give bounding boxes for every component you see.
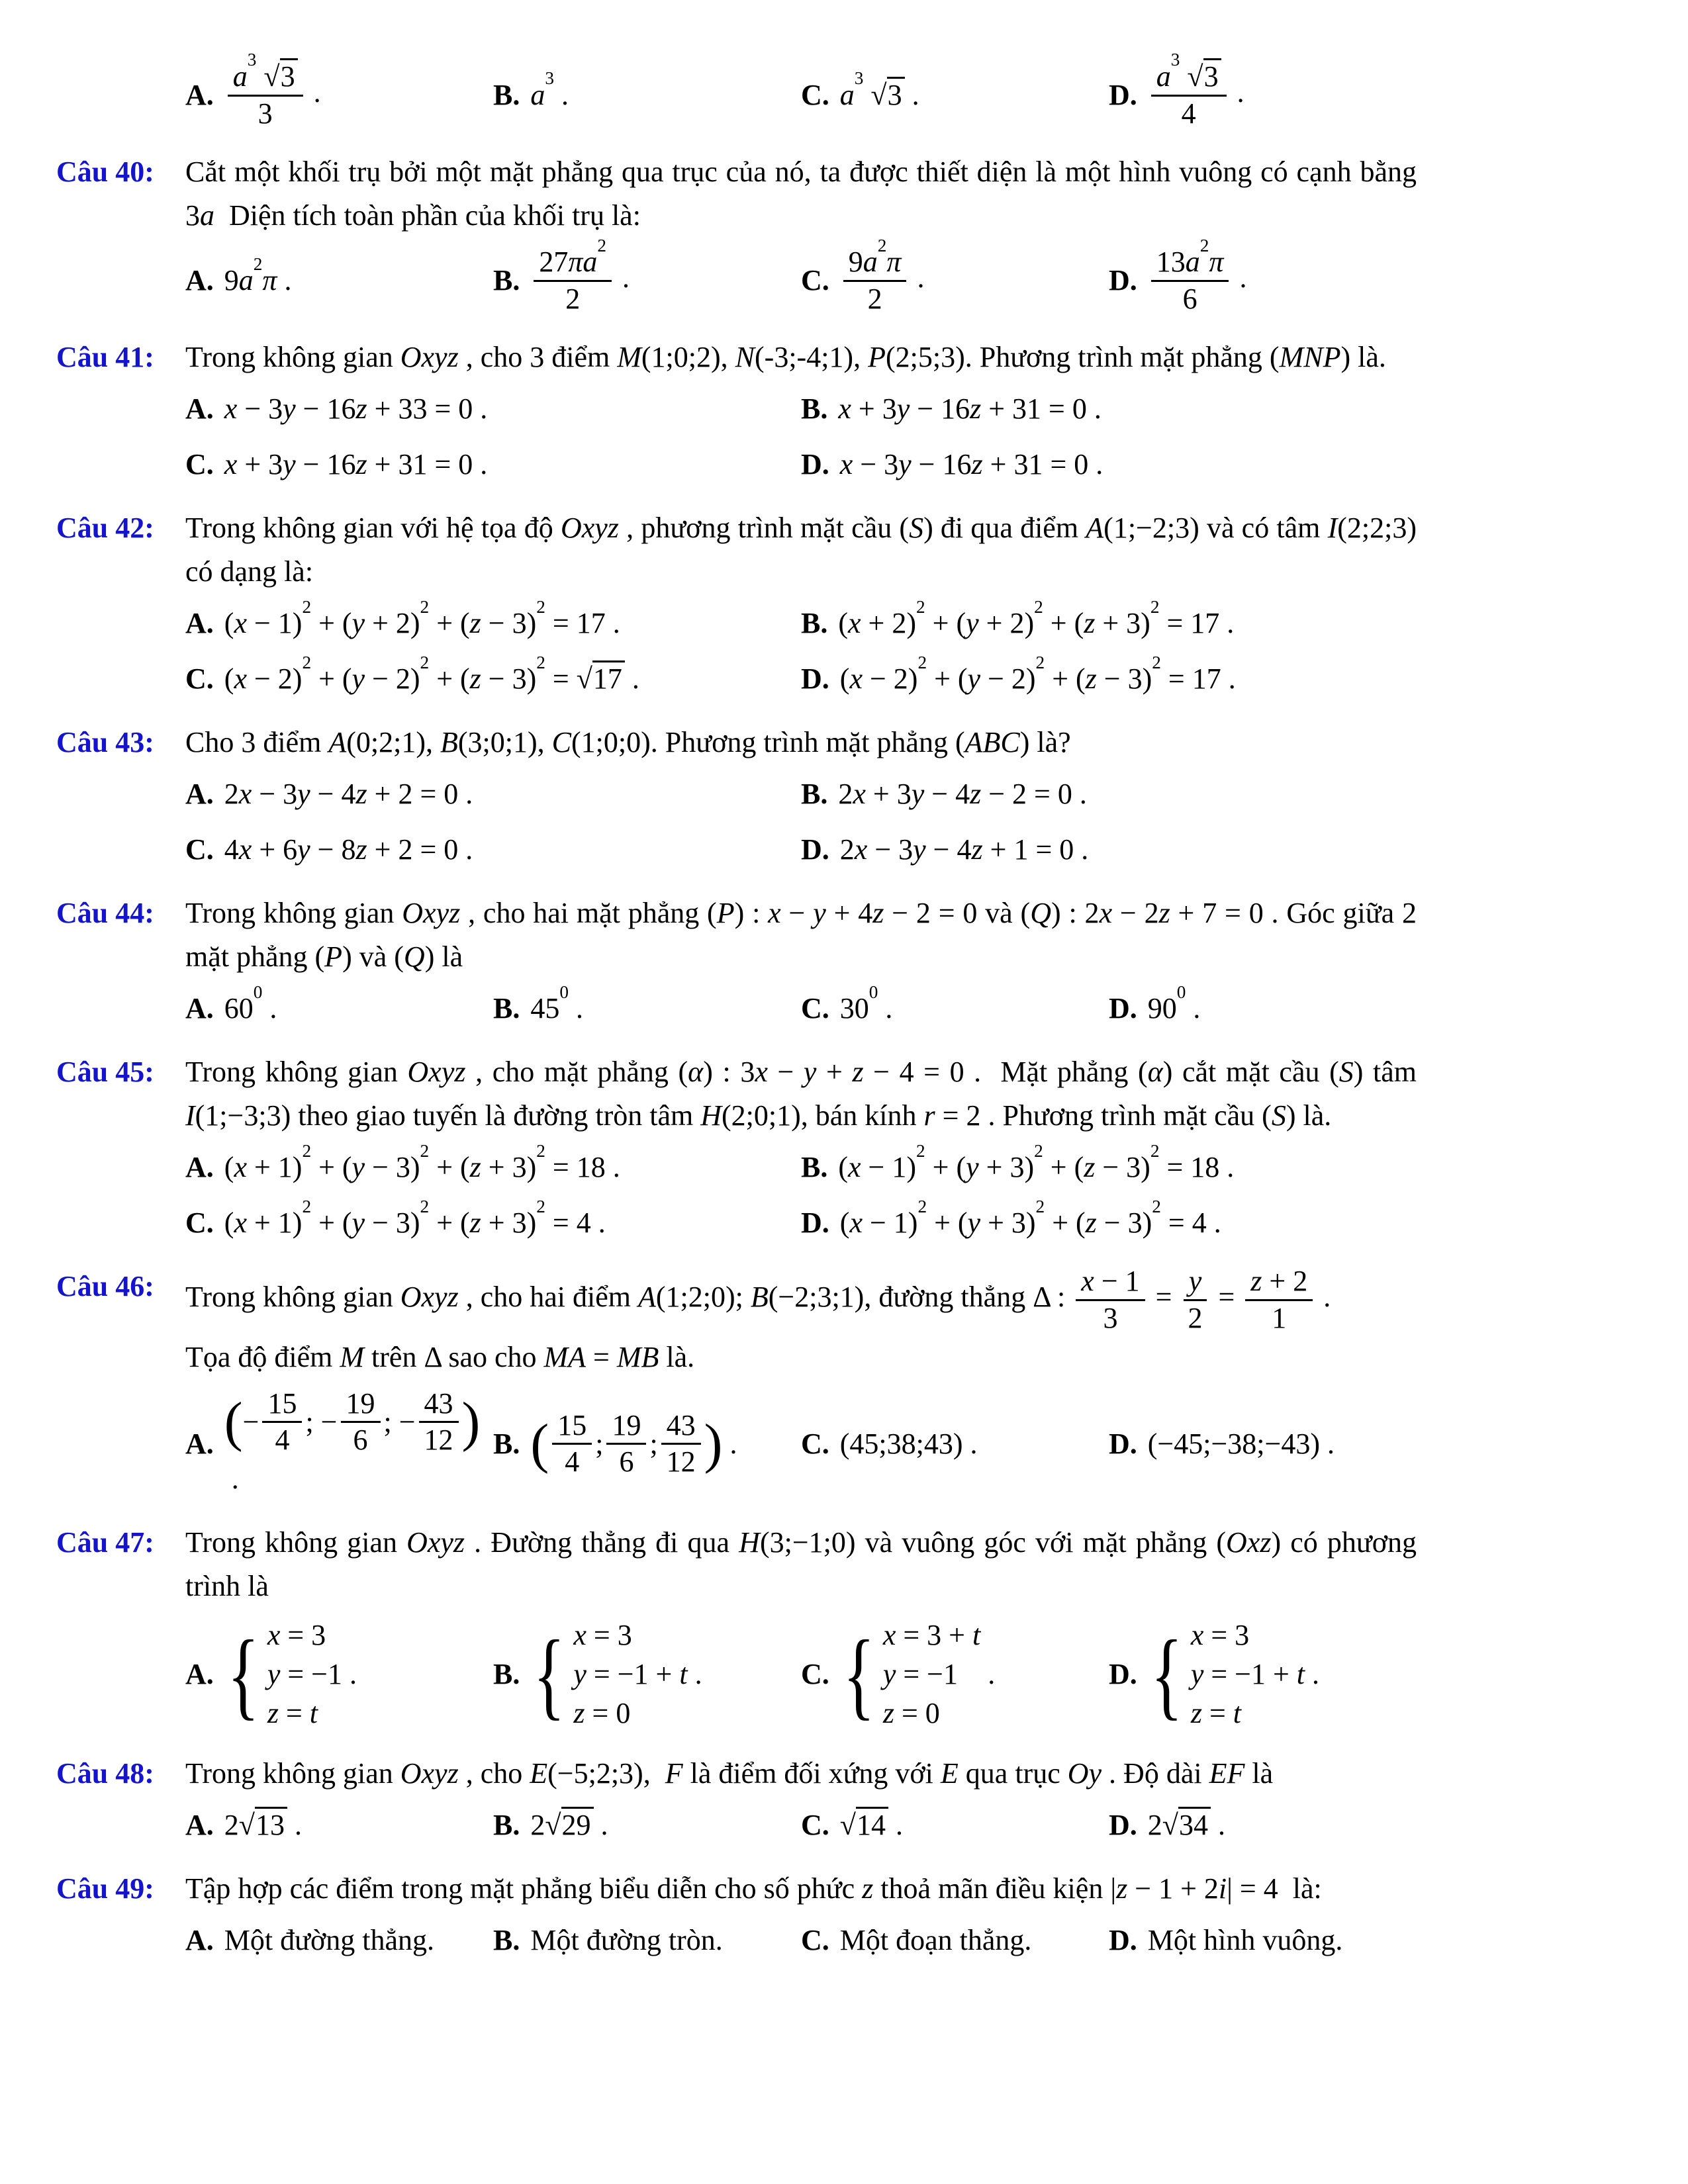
option-content: x + 3y − 16z + 31 = 0 . — [838, 392, 1102, 426]
options-row — [185, 1385, 1417, 1504]
option-content: $(x - 2)^2 + (y - 2)^2 + (z - 3)^2 = 17$ . — [839, 652, 1236, 696]
option-c — [185, 825, 801, 874]
option-letter: D. — [1109, 1924, 1137, 1957]
option-content: 2x − 3y − 4z + 2 = 0 . — [224, 778, 473, 811]
option-content: { x = 3 y = −1 + t z = t . — [1150, 1618, 1320, 1730]
option-letter: A. — [185, 79, 214, 112]
option-content: $\frac{27\pi a^2}{2}$ . — [530, 246, 630, 316]
option-letter: A. — [185, 1151, 214, 1184]
option-a — [185, 1140, 801, 1192]
option-letter: D. — [1109, 1427, 1137, 1460]
question-stem: Trong không gian với hệ tọa độ Oxyz , phương trình mặt cầu (S) đi qua điểm A(1;−2;3) và có tâm I(2;2;3) có dạng là: — [185, 512, 1417, 588]
option-d — [1109, 1385, 1417, 1504]
option-content: Một đoạn thẳng. — [839, 1924, 1032, 1957]
options-row — [185, 770, 1417, 874]
option-c — [185, 440, 801, 489]
option-b — [801, 596, 1417, 648]
option-letter: B. — [801, 392, 828, 426]
question-47 — [56, 1521, 1417, 1735]
option-letter: C. — [185, 833, 214, 866]
option-letter: D. — [1109, 1809, 1137, 1842]
option-letter: D. — [801, 662, 829, 696]
question-41 — [56, 336, 1417, 489]
question-40 — [56, 150, 1417, 318]
question-43 — [56, 721, 1417, 874]
option-letter: C. — [801, 79, 829, 112]
option-b — [493, 58, 801, 133]
option-letter: C. — [801, 1657, 829, 1690]
option-content: $(x - 1)^2 + (y + 3)^2 + (z - 3)^2 = 4$ . — [839, 1196, 1221, 1240]
option-b — [493, 981, 801, 1033]
question-45 — [56, 1050, 1417, 1248]
option-content: $(x - 1)^2 + (y + 3)^2 + (z - 3)^2 = 18$ . — [838, 1140, 1235, 1184]
question-stem: Trong không gian Oxyz , cho E(−5;2;3), F là điểm đối xứng với E qua trục Oy . Độ dài EF là — [185, 1757, 1274, 1790]
option-content: $\frac{a^3 √3}{4}$ . — [1148, 60, 1244, 130]
option-letter: A. — [185, 264, 214, 297]
option-d — [801, 1196, 1417, 1248]
option-content: 2√34 . — [1148, 1803, 1225, 1847]
option-d — [1109, 235, 1417, 318]
option-content: $\frac{a^3 √3}{3}$ . — [224, 60, 321, 130]
option-a — [185, 243, 493, 318]
option-d — [801, 652, 1417, 704]
option-content: Một đường thẳng. — [224, 1924, 434, 1957]
option-a — [185, 1801, 493, 1850]
option-letter: B. — [493, 264, 520, 297]
option-b — [493, 1801, 801, 1850]
option-letter: C. — [185, 662, 214, 696]
options-row — [185, 1801, 1417, 1850]
question-48 — [56, 1752, 1417, 1850]
option-content: $90^0$ . — [1147, 981, 1201, 1025]
option-d — [1109, 50, 1417, 133]
option-letter: C. — [801, 992, 829, 1025]
option-content: Một hình vuông. — [1147, 1924, 1343, 1957]
option-a — [185, 596, 801, 648]
option-letter: A. — [185, 1924, 214, 1957]
option-letter: C. — [801, 1809, 829, 1842]
option-a — [185, 1385, 493, 1504]
option-b — [801, 385, 1417, 433]
option-content: { x = 3 y = −1 + t z = 0 . — [533, 1618, 702, 1730]
question-stem: Trong không gian Oxyz , cho hai mặt phẳng (P) : x − y + 4z − 2 = 0 và (Q) : 2x − 2z + 7 = 0 . Góc giữa 2 mặt phẳng (P) và (Q) là — [185, 897, 1417, 974]
option-content: $(x - 1)^2 + (y + 2)^2 + (z - 3)^2 = 17$ . — [224, 596, 620, 640]
option-c — [801, 58, 1109, 133]
option-letter: A. — [185, 778, 214, 811]
option-letter: D. — [801, 448, 829, 481]
option-letter: D. — [801, 833, 829, 866]
option-letter: D. — [1109, 264, 1137, 297]
options-row — [185, 235, 1417, 318]
option-b — [801, 770, 1417, 819]
option-content: $a^3$ √3 . — [839, 68, 919, 112]
option-content: 2√29 . — [530, 1803, 608, 1847]
option-content: $45^0$ . — [530, 981, 583, 1025]
option-content: x − 3y − 16z + 31 = 0 . — [839, 448, 1103, 481]
option-letter: B. — [493, 1657, 520, 1690]
option-content: 2x − 3y − 4z + 1 = 0 . — [839, 833, 1089, 866]
option-content: $a^3$ . — [530, 68, 569, 112]
option-a — [185, 1614, 493, 1735]
option-b — [493, 1614, 801, 1735]
question-stem: Trong không gian Oxyz . Đường thẳng đi qua H(3;−1;0) và vuông góc với mặt phẳng (Oxz) có phương trình là — [185, 1525, 1417, 1602]
option-content: Một đường tròn. — [530, 1924, 723, 1957]
option-content: $\frac{13a^2\pi}{6}$ . — [1148, 246, 1247, 316]
option-d — [1109, 981, 1417, 1033]
option-content: √14 . — [840, 1803, 903, 1847]
option-b — [493, 1916, 801, 1965]
option-c — [801, 1385, 1109, 1504]
option-letter: D. — [1109, 1657, 1137, 1690]
question-stem: Cho 3 điểm A(0;2;1), B(3;0;1), C(1;0;0). Phương trình mặt phẳng (ABC) là? — [185, 726, 1071, 759]
option-d — [1109, 1614, 1417, 1735]
empty-label-spacer — [56, 56, 185, 133]
option-c — [185, 652, 801, 704]
option-content: ( 15 4 ; 19 6 ; 43 12 ) . — [530, 1408, 737, 1479]
question-stem: Trong không gian Oxyz , cho hai điểm A(1;2;0); B(−2;3;1), đường thẳng Δ : $\frac{x - 1}{3}$ = $\frac{y}{2}$ = $\frac{z + 2}{1}$ . Tọa độ điểm M trên Δ sao cho MA = MB là. — [185, 1265, 1331, 1373]
option-b — [493, 1385, 801, 1504]
option-content: $\frac{9a^2\pi}{2}$ . — [840, 246, 925, 316]
option-letter: A. — [185, 1427, 214, 1460]
option-content: 2√13 . — [224, 1803, 302, 1847]
option-content: 4x + 6y − 8z + 2 = 0 . — [224, 833, 473, 866]
option-content: (45;38;43) . — [839, 1427, 978, 1460]
option-letter: B. — [493, 1809, 520, 1842]
option-c — [801, 1916, 1109, 1965]
option-content: $(x - 2)^2 + (y - 2)^2 + (z - 3)^2 = √17$ . — [224, 652, 639, 696]
option-letter: D. — [1109, 992, 1137, 1025]
option-c — [801, 1614, 1109, 1735]
question-label: Câu 44: — [56, 897, 154, 930]
option-a — [185, 385, 801, 433]
option-letter: B. — [801, 778, 828, 811]
option-letter: D. — [1109, 79, 1137, 112]
options-row — [185, 596, 1417, 704]
carryover-options-row — [56, 50, 1417, 133]
option-content: x + 3y − 16z + 31 = 0 . — [224, 448, 488, 481]
option-b — [493, 235, 801, 318]
question-label: Câu 41: — [56, 341, 154, 374]
option-letter: C. — [185, 1206, 214, 1240]
option-letter: C. — [801, 1924, 829, 1957]
option-letter: B. — [801, 1151, 828, 1184]
option-content: { x = 3 y = −1 z = t . — [227, 1618, 357, 1730]
option-d — [801, 440, 1417, 489]
option-letter: B. — [493, 79, 520, 112]
option-a — [185, 770, 801, 819]
question-label: Câu 40: — [56, 156, 154, 189]
options-row — [185, 1916, 1417, 1965]
options-row — [185, 1614, 1417, 1735]
option-letter: A. — [185, 392, 214, 426]
option-content: $(x + 2)^2 + (y + 2)^2 + (z + 3)^2 = 17$ . — [838, 596, 1235, 640]
question-44 — [56, 891, 1417, 1033]
options-row — [185, 1140, 1417, 1248]
option-c — [185, 1196, 801, 1248]
option-b — [801, 1140, 1417, 1192]
option-content: 2x + 3y − 4z − 2 = 0 . — [838, 778, 1087, 811]
question-label: Câu 47: — [56, 1525, 154, 1559]
option-letter: B. — [801, 607, 828, 640]
option-d — [801, 825, 1417, 874]
option-c — [801, 235, 1109, 318]
question-label: Câu 49: — [56, 1872, 154, 1905]
options-row — [185, 50, 1417, 133]
question-label: Câu 43: — [56, 726, 154, 759]
option-letter: C. — [801, 1427, 829, 1460]
option-content: $(x + 1)^2 + (y - 3)^2 + (z + 3)^2 = 18$ . — [224, 1140, 620, 1184]
question-49 — [56, 1867, 1417, 1965]
option-content: (−45;−38;−43) . — [1147, 1427, 1335, 1460]
option-a — [185, 1916, 493, 1965]
option-letter: C. — [801, 264, 829, 297]
question-label: Câu 45: — [56, 1056, 154, 1089]
option-letter: C. — [185, 448, 214, 481]
option-letter: A. — [185, 992, 214, 1025]
options-row — [185, 385, 1417, 489]
option-content: ( − 15 4 ; − 19 6 ; − 43 12 ) . — [224, 1387, 481, 1495]
question-label: Câu 46: — [56, 1270, 154, 1303]
question-stem: Trong không gian Oxyz , cho 3 điểm M(1;0;2), N(-3;-4;1), P(2;5;3). Phương trình mặt phẳng (MNP) là. — [185, 341, 1386, 374]
option-content: x − 3y − 16z + 33 = 0 . — [224, 392, 488, 426]
question-label: Câu 48: — [56, 1757, 154, 1790]
option-a — [185, 981, 493, 1033]
option-content: $9a^2\pi$ . — [224, 253, 292, 297]
option-letter: B. — [493, 992, 520, 1025]
option-d — [1109, 1801, 1417, 1850]
option-letter: B. — [493, 1924, 520, 1957]
option-letter: D. — [801, 1206, 829, 1240]
option-c — [801, 1801, 1109, 1850]
option-a — [185, 50, 493, 133]
question-label: Câu 42: — [56, 512, 154, 545]
question-stem: Cắt một khối trụ bởi một mặt phẳng qua trục của nó, ta được thiết diện là một hình vuông có cạnh bằng 3a Diện tích toàn phần của khối trụ là: — [185, 156, 1417, 232]
option-content: $(x + 1)^2 + (y - 3)^2 + (z + 3)^2 = 4$ . — [224, 1196, 606, 1240]
option-c — [801, 981, 1109, 1033]
option-content: $60^0$ . — [224, 981, 277, 1025]
option-content: { x = 3 + t y = −1 z = 0 . — [843, 1618, 996, 1730]
option-letter: B. — [493, 1427, 520, 1460]
option-letter: A. — [185, 1657, 214, 1690]
options-row — [185, 981, 1417, 1033]
question-46 — [56, 1265, 1417, 1503]
option-d — [1109, 1916, 1417, 1965]
question-stem: Trong không gian Oxyz , cho mặt phẳng (α) : 3x − y + z − 4 = 0 . Mặt phẳng (α) cắt mặt cầu (S) tâm I(1;−3;3) theo giao tuyến là đường tròn tâm H(2;0;1), bán kính r = 2 . Phương trình mặt cầu (S) là. — [185, 1056, 1417, 1132]
question-42 — [56, 506, 1417, 704]
option-content: $30^0$ . — [839, 981, 893, 1025]
option-letter: A. — [185, 607, 214, 640]
question-stem: Tập hợp các điểm trong mặt phẳng biểu diễn cho số phức z thoả mãn điều kiện |z − 1 + 2i| = 4 là: — [185, 1872, 1322, 1905]
option-letter: A. — [185, 1809, 214, 1842]
